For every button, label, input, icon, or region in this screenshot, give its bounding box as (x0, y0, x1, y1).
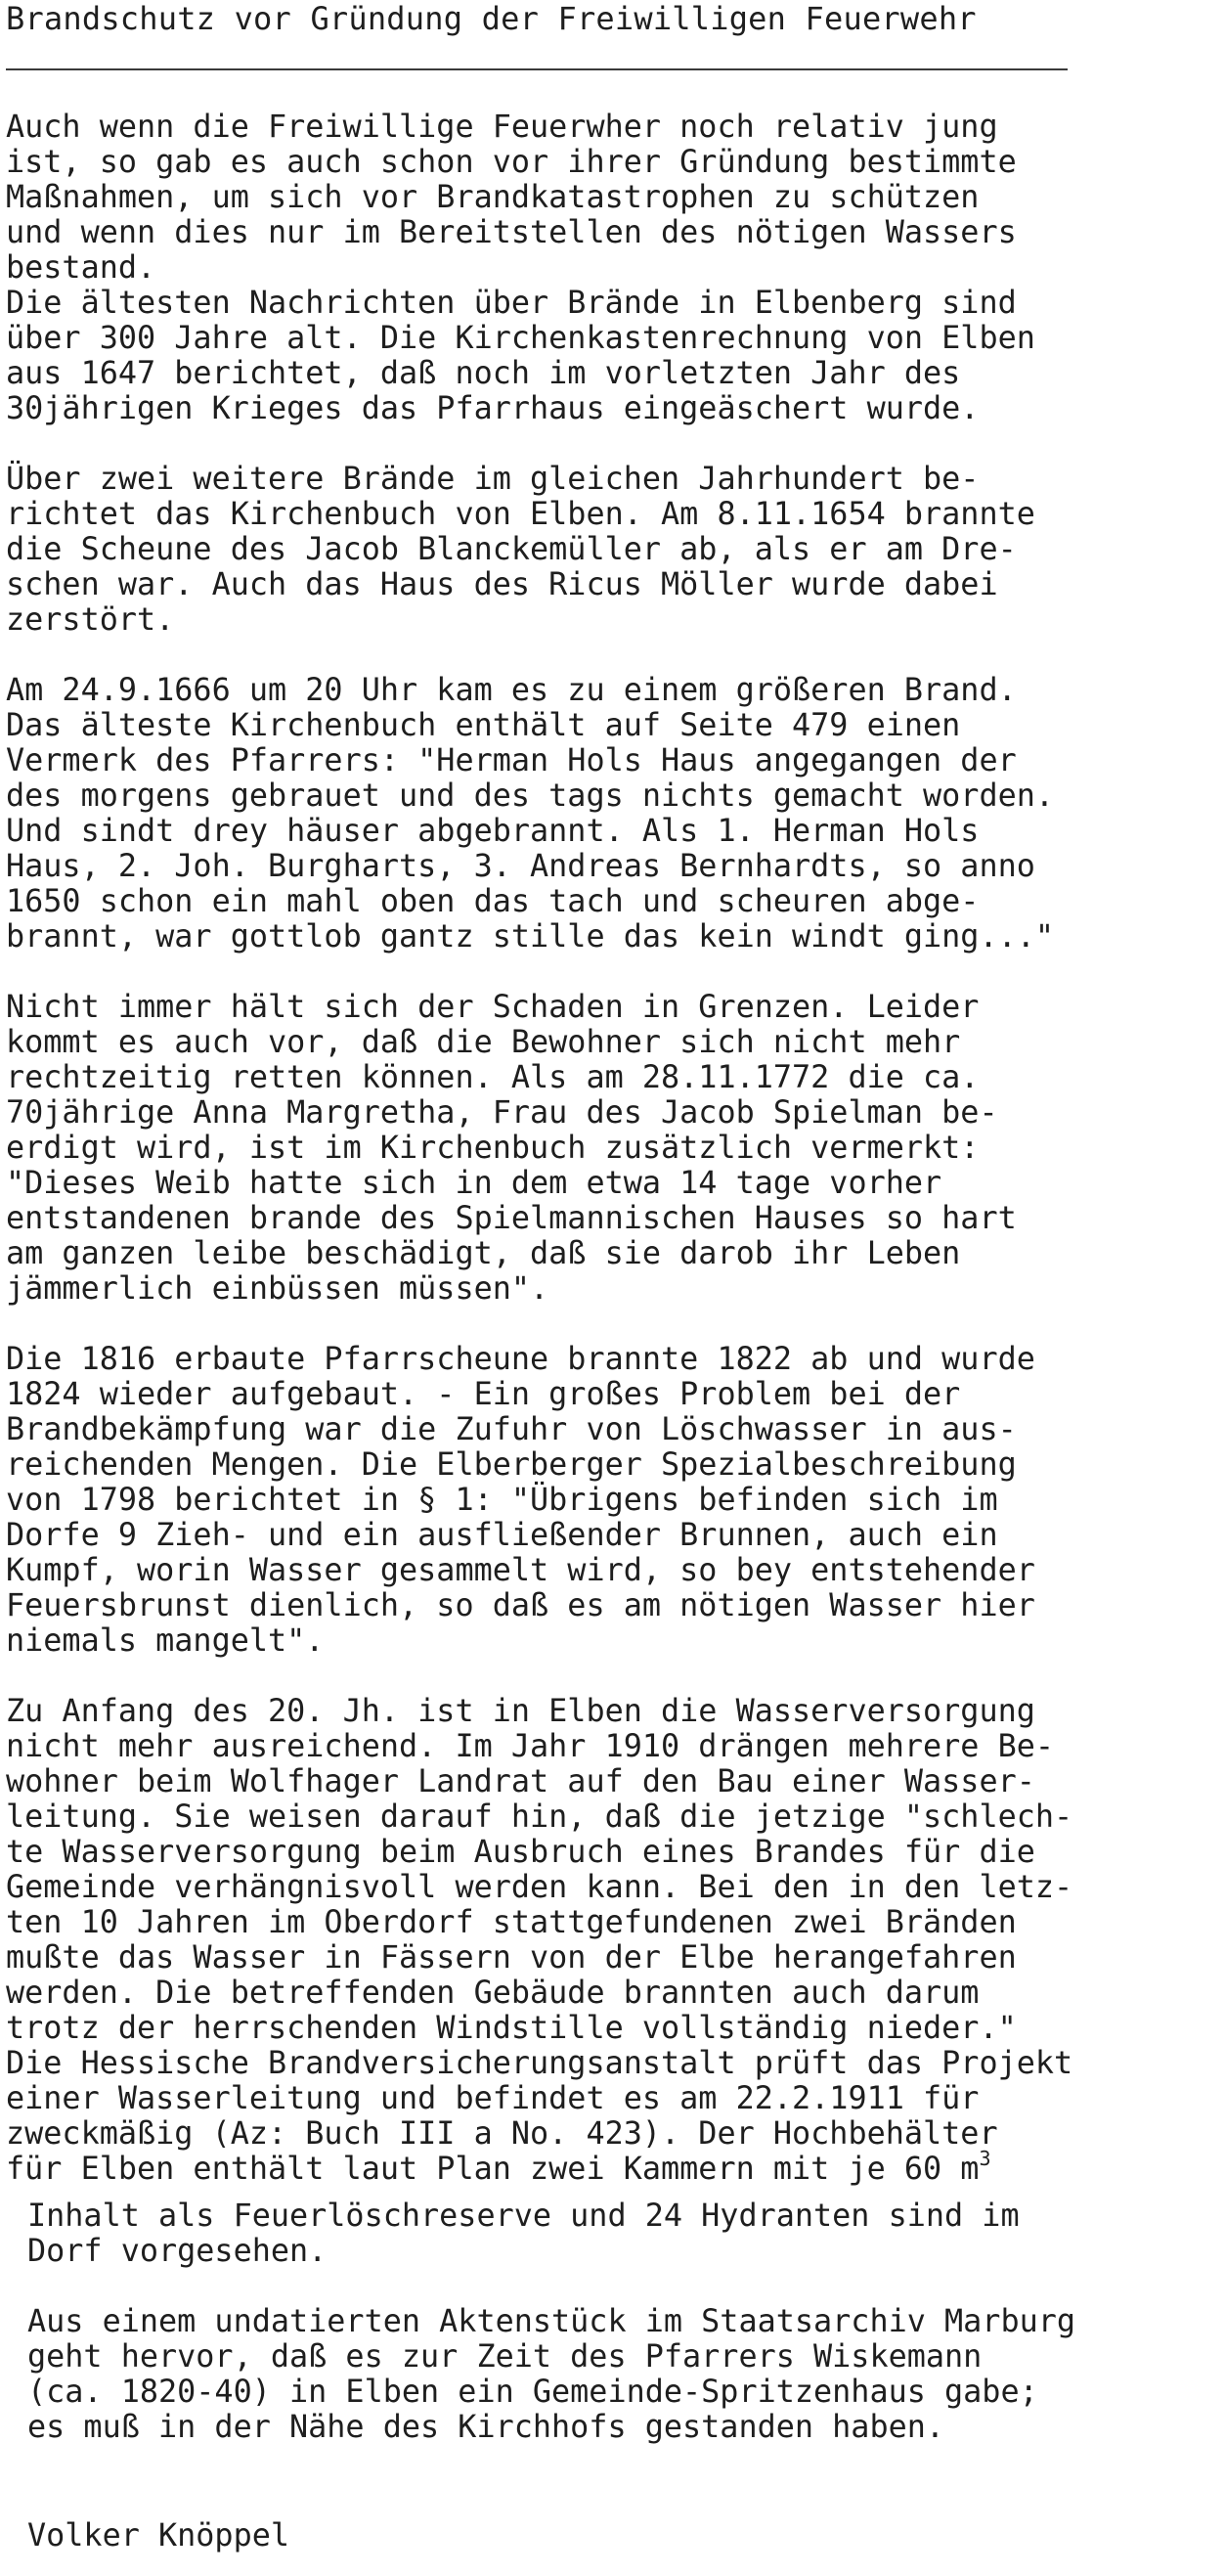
paragraph-3 (6, 673, 1218, 955)
text-line: 1650 schon ein mahl oben das tach und scheuren abge- (6, 883, 980, 919)
paragraph-1 (6, 110, 1218, 426)
text-line: bestand. (6, 249, 156, 286)
text-line: Inhalt als Feuerlöschreserve und 24 Hydranten sind im (27, 2198, 1020, 2234)
paragraph-7 (27, 2198, 1220, 2269)
text-line: über 300 Jahre alt. Die Kirchenkastenrechnung von Elben (6, 320, 1035, 356)
text-line: leitung. Sie weisen darauf hin, daß die jetzige "schlech- (6, 1799, 1073, 1835)
text-line: des morgens gebrauet und des tags nichts gemacht worden. (6, 777, 1055, 814)
text-line: Feuersbrunst dienlich, so daß es am nötigen Wasser hier (6, 1587, 1035, 1623)
page-title: Brandschutz vor Gründung der Freiwilligen Feuerwehr (6, 0, 977, 37)
text-line: mußte das Wasser in Fässern von der Elbe herangefahren (6, 1939, 1017, 1976)
text-line: ten 10 Jahren im Oberdorf stattgefundenen zwei Bränden (6, 1904, 1017, 1940)
text-line: Brandbekämpfung war die Zufuhr von Löschwasser in aus- (6, 1411, 1017, 1447)
text-line: Dorf vorgesehen. (27, 2233, 328, 2269)
text-line: 70jährige Anna Margretha, Frau des Jacob Spielman be- (6, 1094, 998, 1131)
text-line: die Scheune des Jacob Blanckemüller ab, als er am Dre- (6, 531, 1017, 567)
article-body (6, 110, 1218, 2187)
text-line: 1824 wieder aufgebaut. - Ein großes Problem bei der (6, 1376, 961, 1412)
text-line: rechtzeitig retten können. Als am 28.11.1772 die ca. (6, 1059, 980, 1095)
text-line: Haus, 2. Joh. Burgharts, 3. Andreas Bernhardts, so anno (6, 848, 1035, 884)
text-line: nicht mehr ausreichend. Im Jahr 1910 drängen mehrere Be- (6, 1728, 1055, 1764)
text-line: Dorfe 9 Zieh- und ein ausfließender Brunnen, auch ein (6, 1517, 998, 1553)
text-line: Maßnahmen, um sich vor Brandkatastrophen zu schützen (6, 179, 980, 215)
text-line: Nicht immer hält sich der Schaden in Grenzen. Leider (6, 989, 980, 1025)
text-line: te Wasserversorgung beim Ausbruch eines Brandes für die (6, 1834, 1035, 1870)
paragraph-2 (6, 462, 1218, 638)
text-line: geht hervor, daß es zur Zeit des Pfarrers Wiskemann (27, 2338, 983, 2375)
text-line: einer Wasserleitung und befindet es am 22.2.1911 für (6, 2080, 980, 2116)
paragraph-6 (6, 1694, 1218, 2187)
text-line: es muß in der Nähe des Kirchhofs gestanden haben. (27, 2409, 945, 2445)
text-line: brannt, war gottlob gantz stille das kein windt ging..." (6, 918, 1055, 955)
text-line: schen war. Auch das Haus des Ricus Möller wurde dabei (6, 566, 998, 602)
text-line: entstandenen brande des Spielmannischen Hauses so hart (6, 1200, 1017, 1236)
text-line: Die Hessische Brandversicherungsanstalt prüft das Projekt (6, 2045, 1073, 2081)
text-line: Aus einem undatierten Aktenstück im Staatsarchiv Marburg (27, 2303, 1076, 2339)
paragraph-8 (27, 2304, 1220, 2445)
text-line: für Elben enthält laut Plan zwei Kammern mit je 60 m (6, 2151, 980, 2187)
title-divider (6, 68, 1068, 70)
text-line: Zu Anfang des 20. Jh. ist in Elben die Wasserversorgung (6, 1693, 1035, 1729)
text-line: wohner beim Wolfhager Landrat auf den Bau einer Wasser- (6, 1763, 1035, 1799)
text-line: zerstört. (6, 601, 175, 638)
text-line-with-superscript (6, 2147, 1218, 2187)
author-signature: Volker Knöppel (27, 2517, 290, 2554)
text-line: Kumpf, worin Wasser gesammelt wird, so bey entstehender (6, 1552, 1035, 1588)
text-line: trotz der herrschenden Windstille vollständig nieder." (6, 2010, 1017, 2046)
text-line: reichenden Mengen. Die Elberberger Spezialbeschreibung (6, 1446, 1017, 1483)
text-line: Vermerk des Pfarrers: "Herman Hols Haus angegangen der (6, 742, 1017, 778)
paragraph-5 (6, 1342, 1218, 1659)
text-line: Die ältesten Nachrichten über Brände in Elbenberg sind (6, 285, 1017, 321)
text-line: Auch wenn die Freiwillige Feuerwher noch relativ jung (6, 109, 998, 145)
text-line: Die 1816 erbaute Pfarrscheune brannte 1822 ab und wurde (6, 1341, 1035, 1377)
text-line: Und sindt drey häuser abgebrannt. Als 1. Herman Hols (6, 813, 980, 849)
text-line: Am 24.9.1666 um 20 Uhr kam es zu einem größeren Brand. (6, 672, 1017, 708)
text-line: jämmerlich einbüssen müssen". (6, 1270, 549, 1307)
continuation-block (27, 2198, 1220, 2480)
text-line: Das älteste Kirchenbuch enthält auf Seite 479 einen (6, 707, 961, 743)
text-line: (ca. 1820-40) in Elben ein Gemeinde-Spritzenhaus gabe; (27, 2374, 1038, 2410)
text-line: "Dieses Weib hatte sich in dem etwa 14 tage vorher (6, 1165, 942, 1201)
text-line: niemals mangelt". (6, 1622, 325, 1659)
text-line: am ganzen leibe beschädigt, daß sie darob ihr Leben (6, 1235, 961, 1271)
text-line: 30jährigen Krieges das Pfarrhaus eingeäschert wurde. (6, 390, 980, 426)
text-line: richtet das Kirchenbuch von Elben. Am 8.11.1654 brannte (6, 496, 1035, 532)
text-line: aus 1647 berichtet, daß noch im vorletzten Jahr des (6, 355, 961, 391)
text-line: ist, so gab es auch schon vor ihrer Gründung bestimmte (6, 144, 1017, 180)
superscript: 3 (979, 2147, 991, 2170)
text-line: Gemeinde verhängnisvoll werden kann. Bei den in den letz- (6, 1869, 1073, 1905)
text-line: zweckmäßig (Az: Buch III a No. 423). Der Hochbehälter (6, 2115, 998, 2152)
text-line: und wenn dies nur im Bereitstellen des nötigen Wassers (6, 214, 1017, 250)
text-line: werden. Die betreffenden Gebäude brannten auch darum (6, 1975, 980, 2011)
text-line: Über zwei weitere Brände im gleichen Jahrhundert be- (6, 461, 980, 497)
text-line: von 1798 berichtet in § 1: "Übrigens befinden sich im (6, 1482, 998, 1518)
text-line: erdigt wird, ist im Kirchenbuch zusätzlich vermerkt: (6, 1130, 980, 1166)
text-line: kommt es auch vor, daß die Bewohner sich nicht mehr (6, 1024, 961, 1060)
paragraph-4 (6, 990, 1218, 1307)
